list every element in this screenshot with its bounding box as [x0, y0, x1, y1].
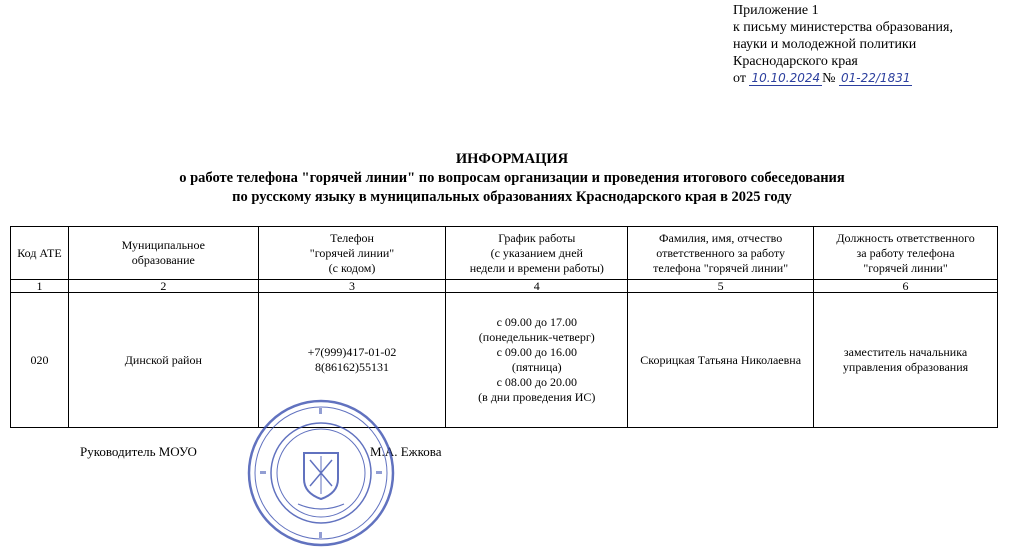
appendix-line-2: к письму министерства образования,	[733, 20, 953, 35]
phone-1: +7(999)417-01-02	[307, 345, 397, 359]
appendix-line-3: науки и молодежной политики	[733, 37, 917, 52]
cell-code: 020	[11, 293, 69, 428]
col-number-2: 2	[68, 280, 258, 293]
table-header-row	[11, 227, 998, 280]
col-number-4: 4	[446, 280, 628, 293]
document-title	[0, 150, 1024, 207]
title-line-2: о работе телефона "горячей линии" по вопросам организации и проведения итогового собеседования	[179, 170, 845, 186]
header-schedule: График работы (с указанием дней недели и времени работы)	[446, 227, 628, 280]
header-phone: Телефон "горячей линии" (с кодом)	[258, 227, 446, 280]
col-number-3: 3	[258, 280, 446, 293]
signature-name: М.А. Ежкова	[370, 444, 442, 459]
col-number-1: 1	[11, 280, 69, 293]
signature-role: Руководитель МОУО	[80, 444, 197, 459]
table-row	[11, 293, 998, 428]
appendix-date-line	[733, 70, 953, 87]
appendix-line-4: Краснодарского края	[733, 54, 858, 69]
from-prefix: от	[733, 71, 746, 86]
number-prefix: №	[822, 71, 836, 86]
hotline-table	[10, 226, 998, 428]
cell-schedule: с 09.00 до 17.00 (понедельник-четверг) с 09.00 до 16.00 (пятница) с 08.00 до 20.00 (в дни проведения ИС)	[446, 293, 628, 428]
table-number-row	[11, 280, 998, 293]
header-code: Код АТЕ	[11, 227, 69, 280]
title-line-3: по русскому языку в муниципальных образованиях Краснодарского края в 2025 году	[232, 189, 792, 205]
header-position: Должность ответственного за работу телефона "горячей линии"	[814, 227, 998, 280]
handwritten-number: 01-22/1831	[841, 71, 911, 85]
col-number-6: 6	[814, 280, 998, 293]
header-municipality: Муниципальное образование	[68, 227, 258, 280]
title-line-1: ИНФОРМАЦИЯ	[455, 151, 569, 167]
seal-stamp-icon	[246, 398, 396, 548]
col-number-5: 5	[628, 280, 814, 293]
phone-2: 8(86162)55131	[315, 360, 389, 374]
handwritten-date: 10.10.2024	[751, 71, 821, 85]
appendix-line-1: Приложение 1	[733, 3, 819, 18]
header-responsible: Фамилия, имя, отчество ответственного за работу телефона "горячей линии"	[628, 227, 814, 280]
cell-responsible: Скорицкая Татьяна Николаевна	[628, 293, 814, 428]
appendix-block	[733, 2, 953, 87]
cell-position: заместитель начальника управления образования	[814, 293, 998, 428]
cell-municipality: Динской район	[68, 293, 258, 428]
